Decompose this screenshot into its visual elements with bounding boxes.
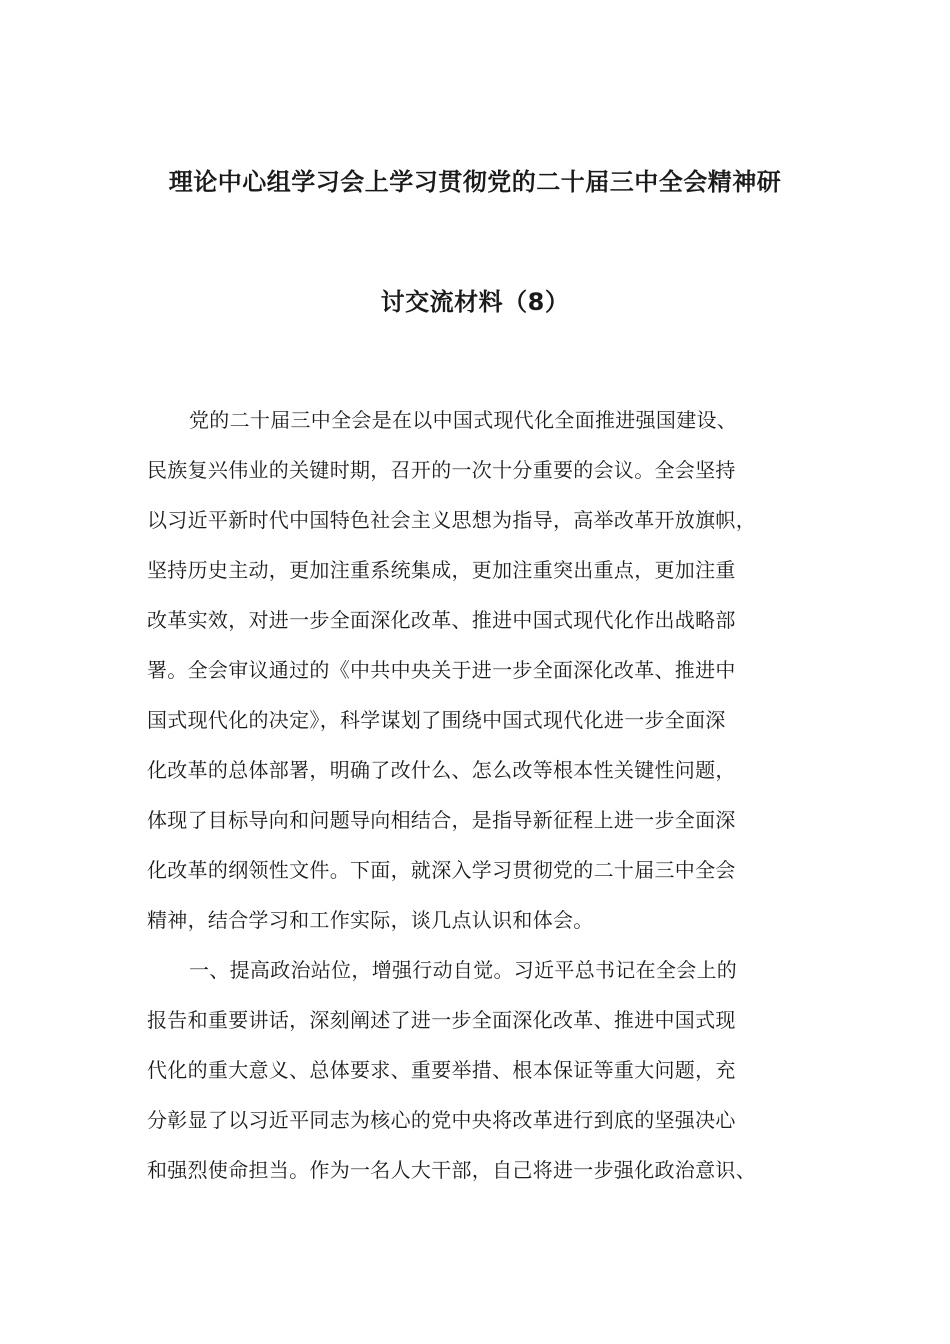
paragraph-line: 化改革的纲领性文件。下面，就深入学习贯彻党的二十届三中全会 <box>147 858 736 882</box>
document-title-line-2: 讨交流材料（8） <box>380 288 570 316</box>
paragraph-2 <box>147 945 827 1195</box>
paragraph-line: 精神，结合学习和工作实际，谈几点认识和体会。 <box>147 908 594 932</box>
paragraph-line: 党的二十届三中全会是在以中国式现代化全面推进强国建设、 <box>189 408 738 432</box>
paragraph-line: 署。全会审议通过的《中共中央关于进一步全面深化改革、推进中 <box>147 658 736 682</box>
paragraph-line: 民族复兴伟业的关键时期，召开的一次十分重要的会议。全会坚持 <box>147 458 736 482</box>
paragraph-line: 国式现代化的决定》，科学谋划了围绕中国式现代化进一步全面深 <box>147 708 726 732</box>
paragraph-line: 和强烈使命担当。作为一名人大干部，自己将进一步强化政治意识、 <box>147 1158 756 1182</box>
paragraph-line: 代化的重大意义、总体要求、重要举措、根本保证等重大问题，充 <box>147 1058 736 1082</box>
paragraph-1 <box>147 395 827 945</box>
paragraph-line: 坚持历史主动，更加注重系统集成，更加注重突出重点，更加注重 <box>147 558 736 582</box>
paragraph-line: 分彰显了以习近平同志为核心的党中央将改革进行到底的坚强决心 <box>147 1108 736 1132</box>
paragraph-line: 化改革的总体部署，明确了改什么、怎么改等根本性关键性问题， <box>147 758 736 782</box>
paragraph-line: 改革实效，对进一步全面深化改革、推进中国式现代化作出战略部 <box>147 608 736 632</box>
paragraph-line: 以习近平新时代中国特色社会主义思想为指导，高举改革开放旗帜， <box>147 508 756 532</box>
paragraph-line: 体现了目标导向和问题导向相结合，是指导新征程上进一步全面深 <box>147 808 736 832</box>
paragraph-line: 报告和重要讲话，深刻阐述了进一步全面深化改革、推进中国式现 <box>147 1008 736 1032</box>
document-title-line-1: 理论中心组学习会上学习贯彻党的二十届三中全会精神研 <box>168 168 782 196</box>
paragraph-line: 一、提高政治站位，增强行动自觉。习近平总书记在全会上的 <box>189 958 738 982</box>
